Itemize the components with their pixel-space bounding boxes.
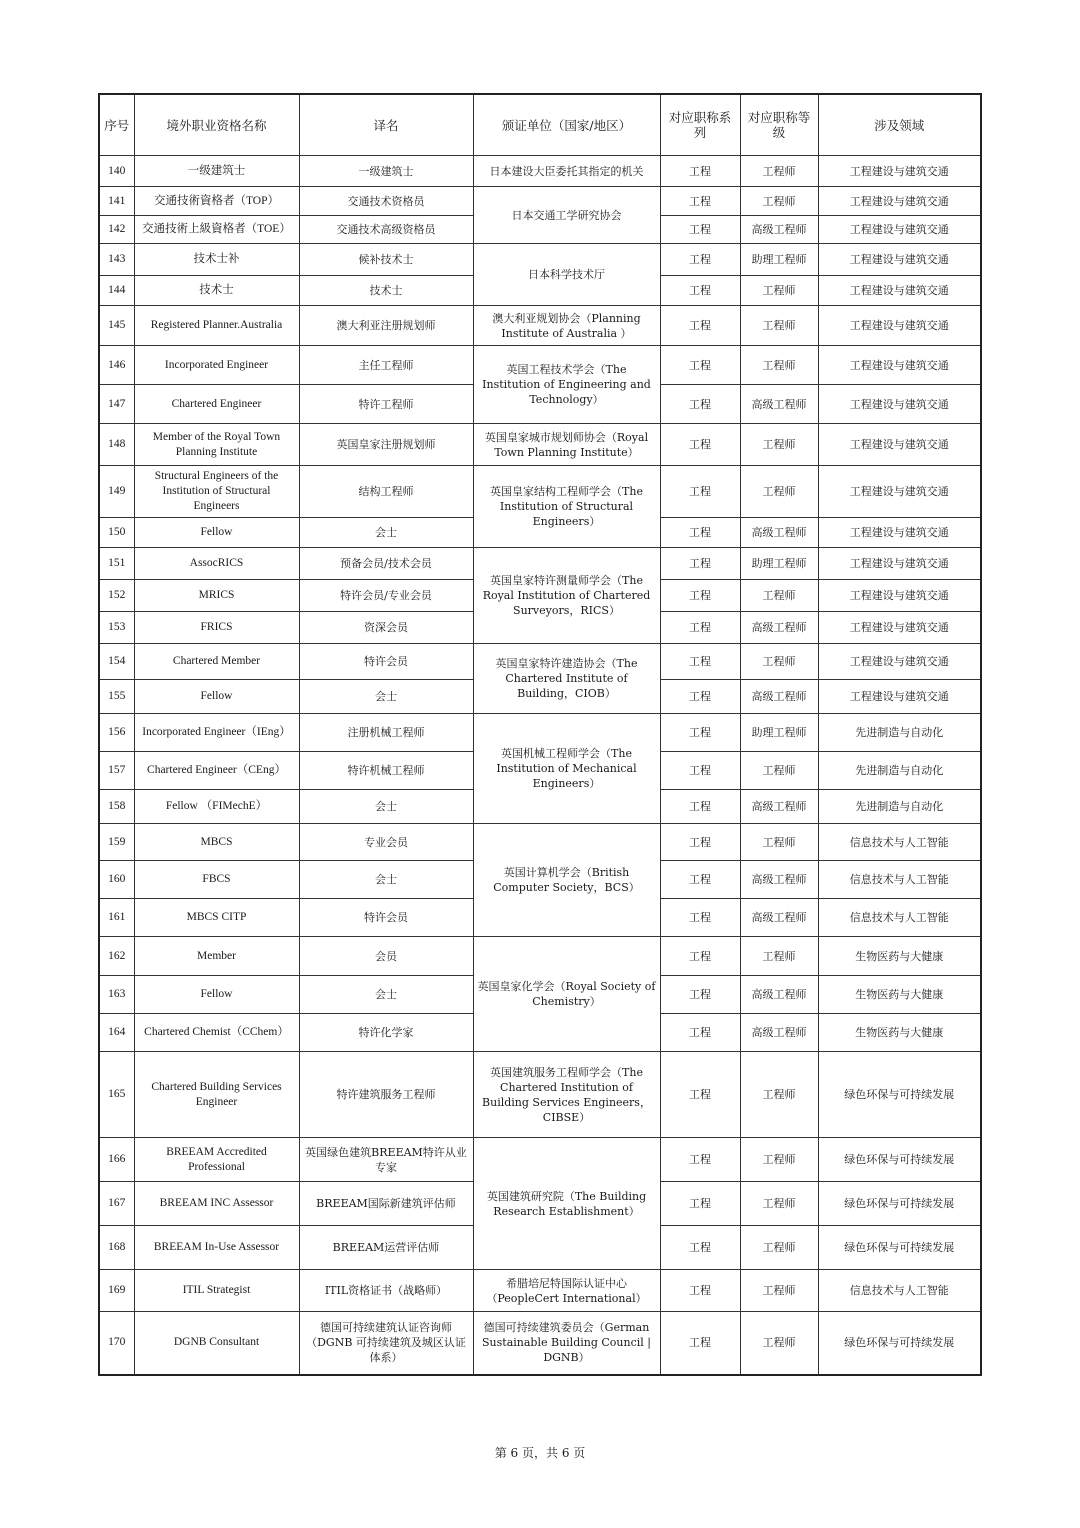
cell-qualification-name: Fellow [134, 976, 299, 1014]
cell-translation: 特许会员/专业会员 [299, 580, 473, 612]
table-row [99, 424, 981, 466]
cell-qualification-name: Chartered Engineer [134, 385, 299, 424]
cell-index: 167 [99, 1182, 134, 1226]
cell-translation: 会士 [299, 976, 473, 1014]
cell-translation: 资深会员 [299, 612, 473, 644]
cell-index: 156 [99, 714, 134, 752]
cell-field: 工程建设与建筑交通 [818, 680, 981, 714]
cell-index: 163 [99, 976, 134, 1014]
cell-qualification-name: 技术士 [134, 276, 299, 306]
cell-field: 工程建设与建筑交通 [818, 156, 981, 187]
cell-title-level: 高级工程师 [740, 976, 818, 1014]
cell-title-series: 工程 [660, 644, 740, 680]
cell-index: 147 [99, 385, 134, 424]
cell-title-series: 工程 [660, 466, 740, 518]
cell-field: 工程建设与建筑交通 [818, 244, 981, 276]
cell-title-level: 工程师 [740, 187, 818, 216]
cell-qualification-name: Incorporated Engineer（IEng） [134, 714, 299, 752]
cell-translation: ITIL资格证书（战略师） [299, 1270, 473, 1312]
cell-issuer: 英国建筑服务工程师学会（The Chartered Institution of Building Services Engineers，CIBSE） [473, 1052, 660, 1138]
cell-field: 信息技术与人工智能 [818, 824, 981, 861]
table-row [99, 937, 981, 976]
cell-index: 165 [99, 1052, 134, 1138]
cell-title-level: 工程师 [740, 156, 818, 187]
cell-title-series: 工程 [660, 680, 740, 714]
cell-index: 148 [99, 424, 134, 466]
cell-field: 信息技术与人工智能 [818, 899, 981, 937]
cell-translation: 候补技术士 [299, 244, 473, 276]
cell-translation: 预备会员/技术会员 [299, 548, 473, 580]
cell-title-level: 工程师 [740, 1052, 818, 1138]
cell-qualification-name: Member of the Royal Town Planning Institute [134, 424, 299, 466]
cell-index: 169 [99, 1270, 134, 1312]
cell-field: 工程建设与建筑交通 [818, 346, 981, 385]
table-row [99, 306, 981, 346]
cell-title-level: 工程师 [740, 424, 818, 466]
table-row [99, 244, 981, 276]
cell-qualification-name: AssocRICS [134, 548, 299, 580]
cell-field: 工程建设与建筑交通 [818, 518, 981, 548]
cell-field: 绿色环保与可持续发展 [818, 1138, 981, 1182]
cell-title-level: 高级工程师 [740, 216, 818, 244]
cell-index: 153 [99, 612, 134, 644]
cell-title-level: 助理工程师 [740, 548, 818, 580]
cell-title-level: 工程师 [740, 937, 818, 976]
cell-field: 先进制造与自动化 [818, 790, 981, 824]
cell-title-series: 工程 [660, 1312, 740, 1375]
cell-translation: 特许建筑服务工程师 [299, 1052, 473, 1138]
cell-field: 绿色环保与可持续发展 [818, 1226, 981, 1270]
cell-title-level: 工程师 [740, 466, 818, 518]
cell-title-level: 工程师 [740, 580, 818, 612]
cell-qualification-name: BREEAM INC Assessor [134, 1182, 299, 1226]
cell-index: 158 [99, 790, 134, 824]
cell-title-level: 工程师 [740, 1312, 818, 1375]
cell-title-series: 工程 [660, 548, 740, 580]
cell-translation: 主任工程师 [299, 346, 473, 385]
cell-title-series: 工程 [660, 244, 740, 276]
cell-title-series: 工程 [660, 346, 740, 385]
cell-index: 161 [99, 899, 134, 937]
cell-title-series: 工程 [660, 187, 740, 216]
cell-title-level: 高级工程师 [740, 899, 818, 937]
cell-translation: 英国皇家注册规划师 [299, 424, 473, 466]
cell-title-series: 工程 [660, 1052, 740, 1138]
cell-title-level: 助理工程师 [740, 244, 818, 276]
table-row [99, 1052, 981, 1138]
cell-translation: 特许工程师 [299, 385, 473, 424]
cell-translation: 会士 [299, 790, 473, 824]
cell-issuer: 英国皇家化学会（Royal Society of Chemistry） [473, 937, 660, 1052]
cell-qualification-name: 交通技術上級資格者（TOE） [134, 216, 299, 244]
table-row [99, 1312, 981, 1375]
cell-title-level: 高级工程师 [740, 612, 818, 644]
cell-issuer: 英国工程技术学会（The Institution of Engineering and Technology） [473, 346, 660, 424]
cell-field: 先进制造与自动化 [818, 752, 981, 790]
header-index: 序号 [99, 94, 134, 156]
cell-qualification-name: DGNB Consultant [134, 1312, 299, 1375]
cell-title-series: 工程 [660, 790, 740, 824]
cell-title-series: 工程 [660, 824, 740, 861]
cell-qualification-name: Fellow [134, 518, 299, 548]
cell-index: 154 [99, 644, 134, 680]
cell-index: 155 [99, 680, 134, 714]
cell-title-series: 工程 [660, 976, 740, 1014]
cell-translation: 注册机械工程师 [299, 714, 473, 752]
cell-issuer: 英国皇家特许建造协会（The Chartered Institute of Building，CIOB） [473, 644, 660, 714]
cell-index: 145 [99, 306, 134, 346]
cell-qualification-name: Chartered Chemist（CChem） [134, 1014, 299, 1052]
cell-field: 先进制造与自动化 [818, 714, 981, 752]
cell-translation: 澳大利亚注册规划师 [299, 306, 473, 346]
cell-qualification-name: 一级建筑士 [134, 156, 299, 187]
cell-issuer: 德国可持续建筑委员会（German Sustainable Building Council | DGNB） [473, 1312, 660, 1375]
cell-title-level: 工程师 [740, 1270, 818, 1312]
cell-title-series: 工程 [660, 899, 740, 937]
cell-field: 生物医药与大健康 [818, 1014, 981, 1052]
cell-title-level: 工程师 [740, 1138, 818, 1182]
cell-title-level: 工程师 [740, 824, 818, 861]
cell-index: 166 [99, 1138, 134, 1182]
cell-qualification-name: BREEAM Accredited Professional [134, 1138, 299, 1182]
table-row [99, 644, 981, 680]
cell-issuer: 英国建筑研究院（The Building Research Establishment） [473, 1138, 660, 1270]
header-issuer: 颁证单位（国家/地区） [473, 94, 660, 156]
cell-title-series: 工程 [660, 1182, 740, 1226]
cell-title-level: 工程师 [740, 276, 818, 306]
cell-title-level: 工程师 [740, 1226, 818, 1270]
cell-field: 工程建设与建筑交通 [818, 187, 981, 216]
cell-qualification-name: Chartered Building Services Engineer [134, 1052, 299, 1138]
cell-translation: BREEAM国际新建筑评估师 [299, 1182, 473, 1226]
table-row [99, 1138, 981, 1182]
cell-qualification-name: MBCS CITP [134, 899, 299, 937]
cell-translation: BREEAM运营评估师 [299, 1226, 473, 1270]
cell-index: 159 [99, 824, 134, 861]
cell-index: 151 [99, 548, 134, 580]
cell-issuer: 日本科学技术厅 [473, 244, 660, 306]
cell-title-series: 工程 [660, 1270, 740, 1312]
cell-qualification-name: Structural Engineers of the Institution of Structural Engineers [134, 466, 299, 518]
cell-translation: 特许会员 [299, 899, 473, 937]
cell-index: 160 [99, 861, 134, 899]
cell-title-level: 高级工程师 [740, 680, 818, 714]
cell-field: 绿色环保与可持续发展 [818, 1052, 981, 1138]
cell-translation: 特许机械工程师 [299, 752, 473, 790]
page-footer: 第 6 页，共 6 页 [494, 1446, 586, 1460]
cell-qualification-name: Fellow （FIMechE） [134, 790, 299, 824]
cell-index: 164 [99, 1014, 134, 1052]
table-body [99, 156, 981, 1375]
cell-field: 工程建设与建筑交通 [818, 548, 981, 580]
cell-translation: 交通技术高级资格员 [299, 216, 473, 244]
cell-field: 工程建设与建筑交通 [818, 306, 981, 346]
cell-title-series: 工程 [660, 424, 740, 466]
cell-title-level: 高级工程师 [740, 790, 818, 824]
cell-title-level: 高级工程师 [740, 861, 818, 899]
cell-issuer: 英国机械工程师学会（The Institution of Mechanical Engineers） [473, 714, 660, 824]
cell-translation: 会员 [299, 937, 473, 976]
cell-title-series: 工程 [660, 1138, 740, 1182]
cell-issuer: 希腊培尼特国际认证中心（PeopleCert International） [473, 1270, 660, 1312]
cell-title-series: 工程 [660, 276, 740, 306]
cell-title-level: 工程师 [740, 1182, 818, 1226]
cell-index: 162 [99, 937, 134, 976]
header-field: 涉及领域 [818, 94, 981, 156]
cell-title-series: 工程 [660, 518, 740, 548]
cell-title-series: 工程 [660, 861, 740, 899]
header-qualification-name: 境外职业资格名称 [134, 94, 299, 156]
cell-title-level: 高级工程师 [740, 1014, 818, 1052]
cell-translation: 一级建筑士 [299, 156, 473, 187]
cell-title-series: 工程 [660, 306, 740, 346]
cell-field: 生物医药与大健康 [818, 937, 981, 976]
cell-translation: 会士 [299, 680, 473, 714]
cell-qualification-name: Member [134, 937, 299, 976]
cell-qualification-name: 技术士补 [134, 244, 299, 276]
cell-index: 142 [99, 216, 134, 244]
cell-qualification-name: Fellow [134, 680, 299, 714]
cell-title-series: 工程 [660, 216, 740, 244]
cell-issuer: 澳大利亚规划协会（Planning Institute of Australia ） [473, 306, 660, 346]
cell-title-level: 高级工程师 [740, 518, 818, 548]
table-row [99, 346, 981, 385]
cell-qualification-name: FBCS [134, 861, 299, 899]
cell-index: 168 [99, 1226, 134, 1270]
cell-field: 信息技术与人工智能 [818, 861, 981, 899]
cell-index: 146 [99, 346, 134, 385]
cell-translation: 专业会员 [299, 824, 473, 861]
cell-field: 工程建设与建筑交通 [818, 612, 981, 644]
cell-field: 工程建设与建筑交通 [818, 216, 981, 244]
table-row [99, 824, 981, 861]
cell-title-level: 工程师 [740, 346, 818, 385]
cell-field: 生物医药与大健康 [818, 976, 981, 1014]
header-translation: 译名 [299, 94, 473, 156]
cell-translation: 英国绿色建筑BREEAM特许从业专家 [299, 1138, 473, 1182]
cell-issuer: 英国皇家城市规划师协会（Royal Town Planning Institute） [473, 424, 660, 466]
cell-title-series: 工程 [660, 156, 740, 187]
cell-translation: 特许会员 [299, 644, 473, 680]
cell-field: 工程建设与建筑交通 [818, 385, 981, 424]
cell-field: 工程建设与建筑交通 [818, 644, 981, 680]
cell-title-series: 工程 [660, 385, 740, 424]
cell-title-series: 工程 [660, 1014, 740, 1052]
cell-translation: 德国可持续建筑认证咨询师（DGNB 可持续建筑及城区认证体系） [299, 1312, 473, 1375]
cell-qualification-name: ITIL Strategist [134, 1270, 299, 1312]
qualification-table [98, 93, 982, 1376]
header-title-level: 对应职称等级 [740, 94, 818, 156]
table-row [99, 187, 981, 216]
cell-field: 工程建设与建筑交通 [818, 466, 981, 518]
cell-title-series: 工程 [660, 937, 740, 976]
cell-index: 140 [99, 156, 134, 187]
cell-translation: 结构工程师 [299, 466, 473, 518]
cell-qualification-name: FRICS [134, 612, 299, 644]
cell-issuer: 英国皇家特许测量师学会（The Royal Institution of Chartered Surveyors，RICS） [473, 548, 660, 644]
cell-index: 152 [99, 580, 134, 612]
cell-index: 157 [99, 752, 134, 790]
cell-title-series: 工程 [660, 752, 740, 790]
cell-qualification-name: 交通技術資格者（TOP） [134, 187, 299, 216]
cell-index: 150 [99, 518, 134, 548]
cell-field: 信息技术与人工智能 [818, 1270, 981, 1312]
header-title-series: 对应职称系列 [660, 94, 740, 156]
cell-index: 170 [99, 1312, 134, 1375]
cell-qualification-name: BREEAM In-Use Assessor [134, 1226, 299, 1270]
cell-field: 工程建设与建筑交通 [818, 276, 981, 306]
cell-issuer: 英国皇家结构工程师学会（The Institution of Structural Engineers） [473, 466, 660, 548]
cell-translation: 特许化学家 [299, 1014, 473, 1052]
cell-field: 绿色环保与可持续发展 [818, 1182, 981, 1226]
cell-title-level: 助理工程师 [740, 714, 818, 752]
table-row [99, 548, 981, 580]
cell-qualification-name: Chartered Member [134, 644, 299, 680]
table-row [99, 714, 981, 752]
cell-qualification-name: Registered Planner.Australia [134, 306, 299, 346]
cell-qualification-name: MRICS [134, 580, 299, 612]
cell-qualification-name: MBCS [134, 824, 299, 861]
table-row [99, 466, 981, 518]
cell-qualification-name: Chartered Engineer（CEng） [134, 752, 299, 790]
table-header-row [99, 94, 981, 156]
cell-field: 工程建设与建筑交通 [818, 580, 981, 612]
cell-field: 工程建设与建筑交通 [818, 424, 981, 466]
cell-qualification-name: Incorporated Engineer [134, 346, 299, 385]
cell-index: 143 [99, 244, 134, 276]
cell-issuer: 日本交通工学研究协会 [473, 187, 660, 244]
cell-index: 141 [99, 187, 134, 216]
cell-index: 149 [99, 466, 134, 518]
cell-title-series: 工程 [660, 714, 740, 752]
cell-translation: 会士 [299, 861, 473, 899]
cell-title-level: 工程师 [740, 306, 818, 346]
cell-issuer: 英国计算机学会（British Computer Society，BCS） [473, 824, 660, 937]
cell-title-level: 工程师 [740, 644, 818, 680]
cell-title-series: 工程 [660, 612, 740, 644]
cell-title-series: 工程 [660, 580, 740, 612]
cell-translation: 技术士 [299, 276, 473, 306]
cell-index: 144 [99, 276, 134, 306]
cell-issuer: 日本建设大臣委托其指定的机关 [473, 156, 660, 187]
cell-translation: 会士 [299, 518, 473, 548]
table-row [99, 156, 981, 187]
cell-field: 绿色环保与可持续发展 [818, 1312, 981, 1375]
cell-translation: 交通技术资格员 [299, 187, 473, 216]
cell-title-level: 高级工程师 [740, 385, 818, 424]
table-row [99, 1270, 981, 1312]
cell-title-level: 工程师 [740, 752, 818, 790]
cell-title-series: 工程 [660, 1226, 740, 1270]
